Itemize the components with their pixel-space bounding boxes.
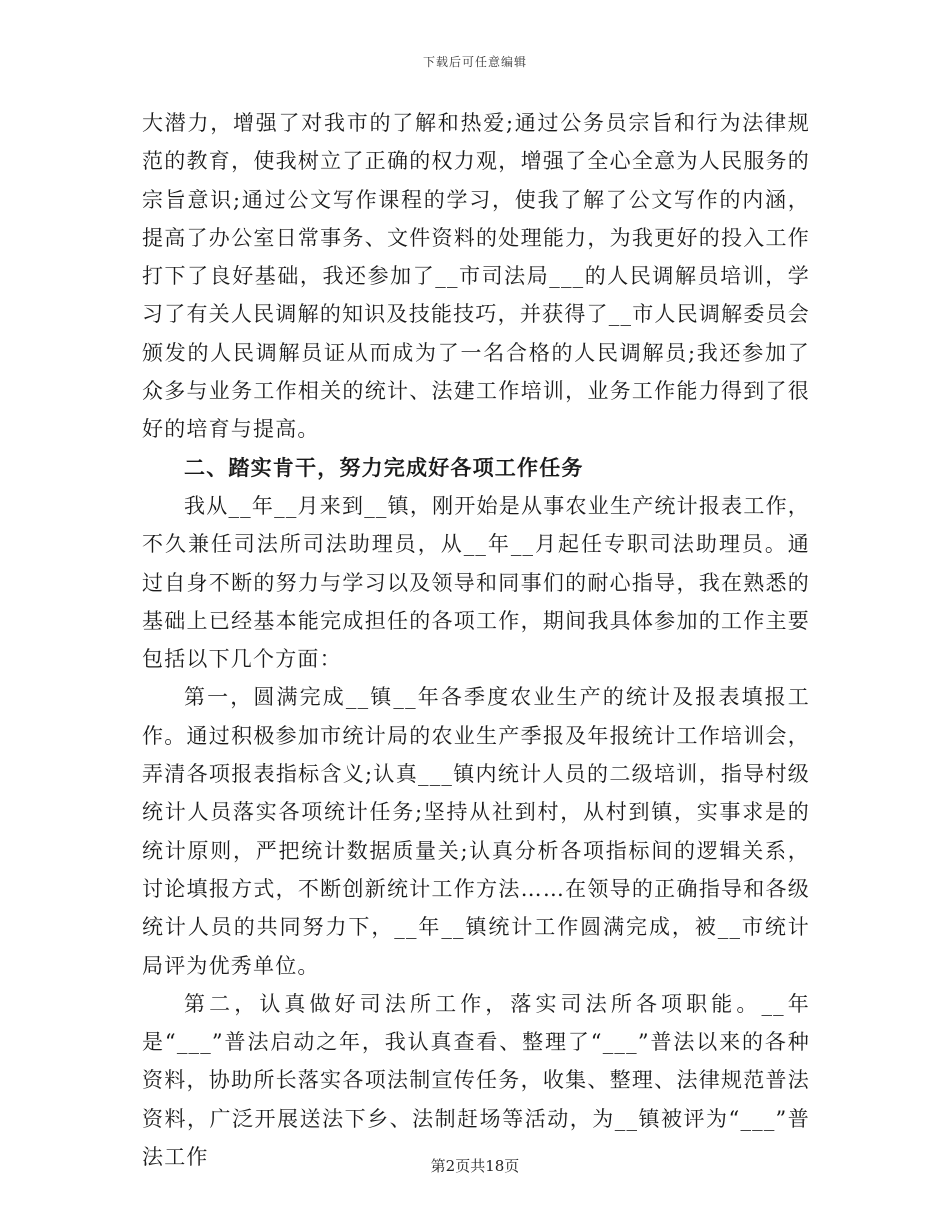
paragraph-continuation: 大潜力，增强了对我市的了解和热爱;通过公务员宗旨和行为法律规范的教育，使我树立了正确的权力观，增强了全心全意为人民服务的宗旨意识;通过公文写作课程的学习，使我了解了公文写作的内涵，提高了办公室日常事务、文件资料的处理能力，为我更好的投入工作打下了良好基础，我还参加了__市司法局___的人民调解员培训，学习了有关人民调解的知识及技能技巧，并获得了__市人民调解委员会颁发的人民调解员证从而成为了一名合格的人民调解员;我还参加了众多与业务工作相关的统计、法建工作培训，业务工作能力得到了很好的培育与提高。 <box>142 111 810 442</box>
page-number: 第2页共18页 <box>430 1157 520 1175</box>
paragraph: 第一，圆满完成__镇__年各季度农业生产的统计及报表填报工作。通过积极参加市统计局的农业生产季报及年报统计工作培训会，弄清各项报表指标含义;认真___镇内统计人员的二级培训，指导村级统计人员落实各项统计任务;坚持从社到村，从村到镇，实事求是的统计原则，严把统计数据质量关;认真分析各项指标间的逻辑关系，讨论填报方式，不断创新统计工作方法……在领导的正确指导和各级统计人员的共同努力下，__年__镇统计工作圆满完成，被__市统计局评为优秀单位。 <box>142 685 810 978</box>
page-header: 下载后可任意编辑 <box>422 55 527 69</box>
section-heading: 二、踏实肯干，努力完成好各项工作任务 <box>184 454 584 480</box>
paragraph: 第二，认真做好司法所工作，落实司法所各项职能。__年是“___”普法启动之年，我认真查看、整理了“___”普法以来的各种资料，协助所长落实各项法制宣传任务，收集、整理、法律规范普法资料，广泛开展送法下乡、法制赶场等活动，为__镇被评为“___”普法工作 <box>142 991 810 1170</box>
document-body <box>142 104 810 1176</box>
paragraph: 我从__年__月来到__镇，刚开始是从事农业生产统计报表工作，不久兼任司法所司法助理员，从__年__月起任专职司法助理员。通过自身不断的努力与学习以及领导和同事们的耐心指导，我在熟悉的基础上已经基本能完成担任的各项工作，期间我具体参加的工作主要包括以下几个方面： <box>142 493 810 672</box>
